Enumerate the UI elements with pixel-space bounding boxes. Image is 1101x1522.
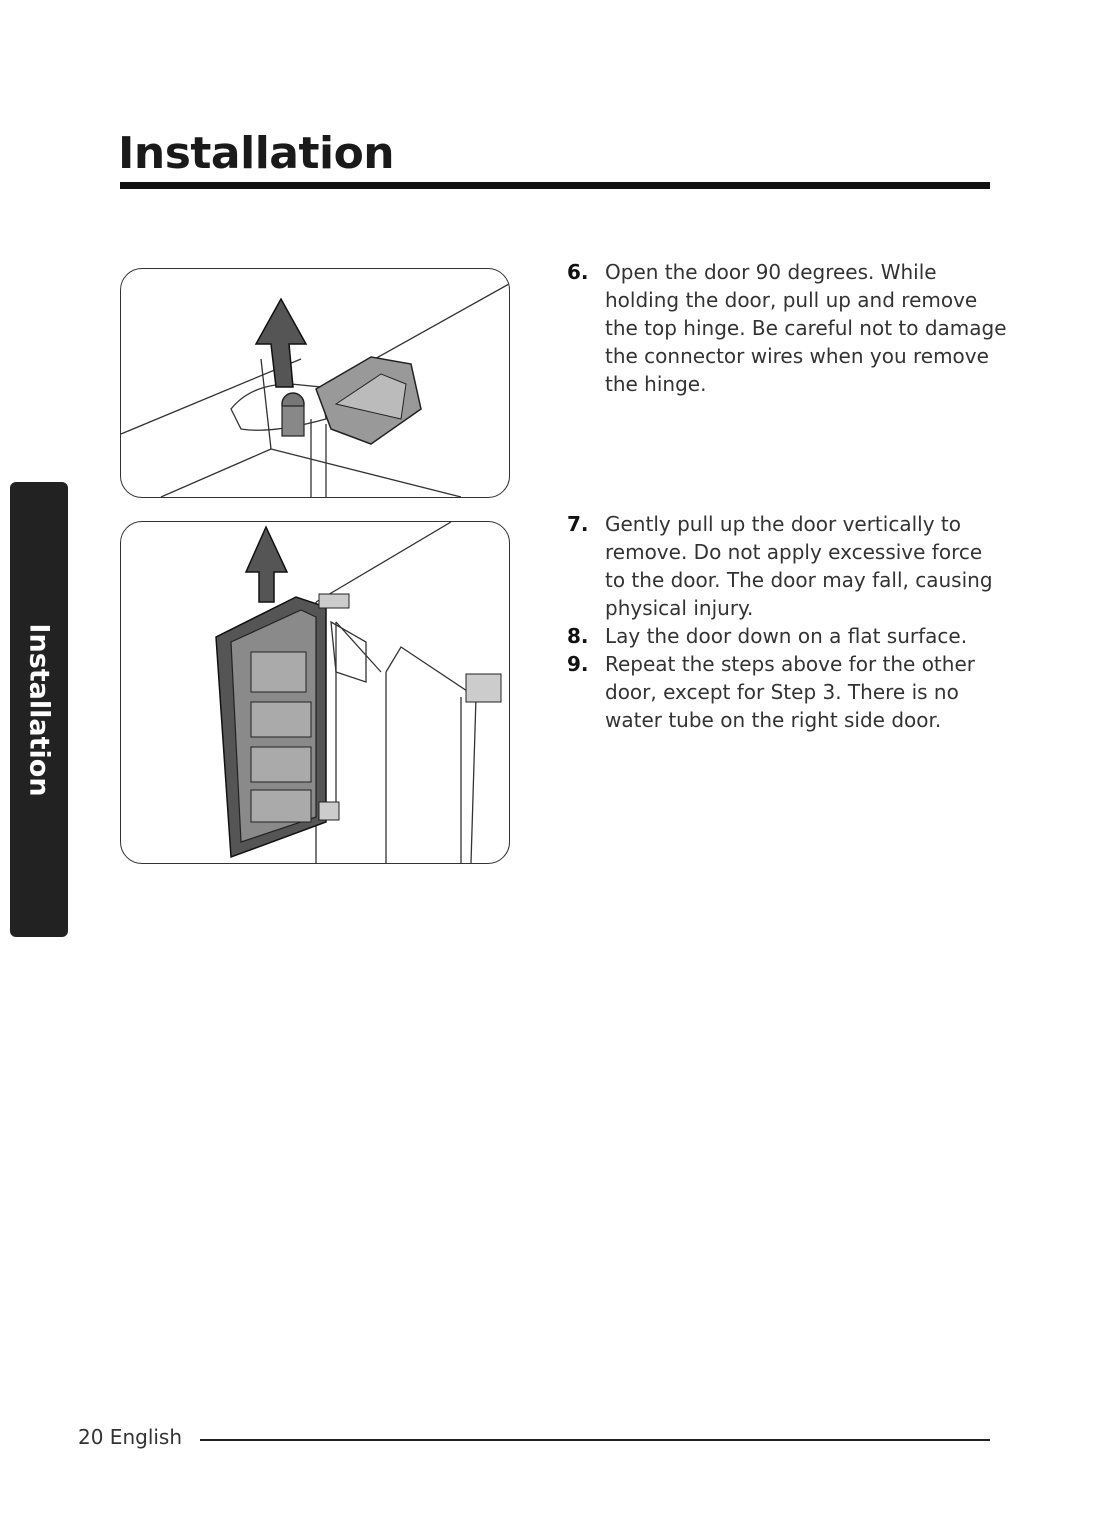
page-title: Installation xyxy=(118,128,395,179)
step-text: Open the door 90 degrees. While holding the door, pull up and remove the top hinge. Be careful not to damage the connector wires when you remove the hinge. xyxy=(605,260,1007,396)
footer-rule xyxy=(200,1439,990,1441)
side-section-tab xyxy=(10,482,68,937)
step-number: 8. xyxy=(567,624,589,648)
step-item xyxy=(567,650,1007,734)
step-text: Repeat the steps above for the other door, except for Step 3. There is no water tube on the right side door. xyxy=(605,652,975,732)
side-tab-label: Installation xyxy=(23,622,55,797)
step-item xyxy=(567,510,1007,622)
page-number-label: 20 English xyxy=(78,1425,183,1449)
step-item xyxy=(567,258,1007,398)
step-text: Lay the door down on a flat surface. xyxy=(605,624,968,648)
step-number: 6. xyxy=(567,260,589,284)
instruction-steps xyxy=(567,258,1007,734)
step-text: Gently pull up the door vertically to remove. Do not apply excessive force to the door. The door may fall, causing physical injury. xyxy=(605,512,993,620)
hinge-removal-illustration xyxy=(120,268,510,498)
step-number: 7. xyxy=(567,512,589,536)
door-lift-illustration xyxy=(120,521,510,864)
title-rule xyxy=(120,182,990,189)
step-item xyxy=(567,622,1007,650)
step-number: 9. xyxy=(567,652,589,676)
